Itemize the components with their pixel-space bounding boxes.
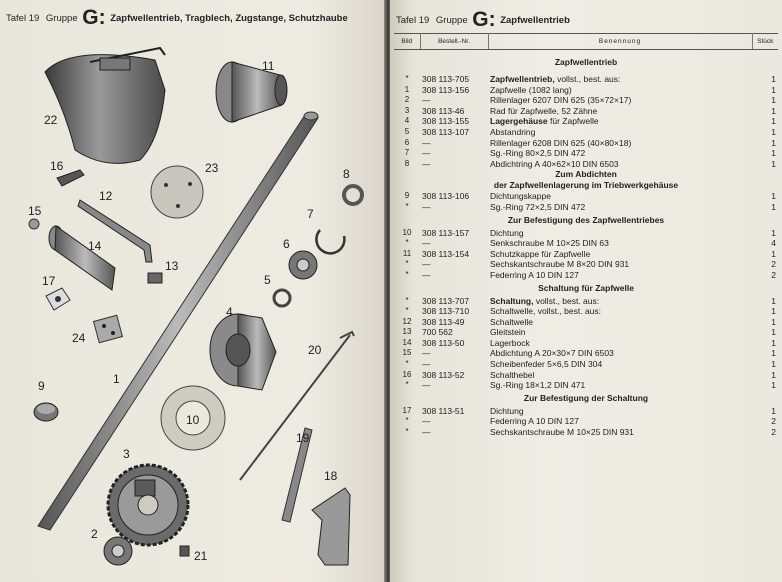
cell-bild: * <box>405 259 409 269</box>
cell-benennung-text: für Zapfwelle <box>547 116 599 127</box>
fig-num: 24 <box>72 331 86 345</box>
cell-bestell-nr: — <box>422 416 431 427</box>
cell-benennung <box>488 95 752 106</box>
cell-bestell-nr: 308 113-155 <box>422 116 470 127</box>
fig-num: 16 <box>50 159 64 173</box>
cell-benennung-text: Abstandring <box>490 126 536 137</box>
fig-num: 19 <box>296 431 310 445</box>
part-2-bearing <box>104 537 132 565</box>
cell-bild: 2 <box>404 95 410 105</box>
cell-bestell-nr: 308 113-51 <box>422 405 465 416</box>
cell-bestell-nr: 308 113-106 <box>422 191 470 202</box>
cell-bild: * <box>405 238 409 248</box>
fig-num: 10 <box>186 413 200 427</box>
cell-benennung <box>488 348 752 359</box>
cell-benennung-bold: Schaltung, <box>490 295 534 306</box>
cell-benennung <box>488 238 752 249</box>
table-row <box>394 127 778 138</box>
cell-stueck: 1 <box>771 359 776 370</box>
cell-bild: * <box>405 201 409 211</box>
cell-benennung-text: Lagerbock <box>490 337 530 348</box>
part-14-bracket <box>49 226 115 290</box>
section-heading <box>394 391 778 406</box>
cell-stueck: 1 <box>771 316 776 327</box>
fig-num: 18 <box>324 469 338 483</box>
cell-bestell-nr: — <box>422 380 431 391</box>
table-row <box>394 202 778 213</box>
cell-bild: 13 <box>402 327 412 337</box>
cell-benennung-text: Schaltwelle, vollst., best. aus: <box>490 306 602 317</box>
part-15-washer <box>29 219 39 229</box>
cell-bestell-nr: — <box>422 359 431 370</box>
cell-bild: 11 <box>402 248 412 258</box>
cell-bild: * <box>405 427 409 437</box>
cell-benennung <box>488 106 752 117</box>
fig-num: 1 <box>113 372 120 386</box>
parts-table <box>394 33 778 438</box>
cell-bild: * <box>405 269 409 279</box>
fig-num: 23 <box>205 161 219 175</box>
part-7-snapring <box>316 230 344 253</box>
cell-benennung-text: Rillenlager 6208 DIN 625 (40×80×18) <box>490 137 632 148</box>
cell-stueck: 1 <box>771 148 776 159</box>
cell-bestell-nr: — <box>422 158 431 169</box>
cell-bild: 17 <box>402 405 412 415</box>
cell-bild: 7 <box>404 148 410 158</box>
section-heading <box>394 169 778 191</box>
left-page <box>0 0 386 582</box>
cell-benennung-text: vollst., best. aus: <box>554 74 621 84</box>
fig-num: 8 <box>343 167 350 181</box>
table-row <box>394 416 778 427</box>
cell-benennung-text: Gleitstein <box>490 327 526 338</box>
cell-benennung-text: Senkschraube M 10×25 DIN 63 <box>490 238 609 249</box>
cell-bild: 10 <box>402 227 412 237</box>
cell-bestell-nr: 308 113-707 <box>422 295 470 306</box>
cell-bild: 5 <box>404 126 410 136</box>
cell-stueck: 2 <box>771 427 776 438</box>
right-group-letter: G: <box>472 8 496 31</box>
section-heading <box>394 281 778 296</box>
cell-benennung-text: Dichtung <box>490 405 524 416</box>
section-heading <box>394 213 778 228</box>
left-group-letter: G: <box>82 6 106 29</box>
cell-benennung-text: Rad für Zapfwelle, 52 Zähne <box>490 105 598 116</box>
cell-benennung <box>488 427 752 438</box>
col-benennung: Benennung <box>488 34 752 50</box>
cell-stueck: 1 <box>771 116 776 127</box>
cell-bild: 12 <box>402 316 412 326</box>
part-23-disk <box>151 166 203 218</box>
cell-benennung-text: Zapfwelle (1082 lang) <box>490 84 572 95</box>
table-row <box>394 338 778 349</box>
cell-stueck: 1 <box>771 380 776 391</box>
cell-stueck: 1 <box>771 327 776 338</box>
fig-num: 13 <box>165 259 179 273</box>
part-3-gear <box>108 465 188 545</box>
cell-bild: * <box>405 306 409 316</box>
cell-bild: 15 <box>402 348 412 358</box>
cell-benennung-text: Rillenlager 6207 DIN 625 (35×72×17) <box>490 95 632 106</box>
fig-num: 20 <box>308 343 322 357</box>
cell-benennung <box>488 202 752 213</box>
cell-bestell-nr: — <box>422 259 431 270</box>
cell-bestell-nr: — <box>422 427 431 438</box>
cell-benennung-text: Schalthebel <box>490 369 535 380</box>
cell-bestell-nr: — <box>422 201 431 212</box>
part-11-cap <box>216 62 287 122</box>
left-gruppe: Gruppe <box>45 13 78 24</box>
cell-stueck: 1 <box>771 158 776 169</box>
part-8-ring <box>344 186 362 204</box>
cell-benennung-text: Schutzkappe für Zapfwelle <box>490 248 591 259</box>
cell-bestell-nr: — <box>422 148 431 159</box>
cell-stueck: 4 <box>771 238 776 249</box>
table-row <box>394 85 778 96</box>
right-gruppe: Gruppe <box>435 15 468 26</box>
cell-bild: 3 <box>404 105 410 115</box>
cell-bestell-nr: 308 113-710 <box>422 306 470 317</box>
cell-benennung-text: Scheibenfeder 5×6,5 DIN 304 <box>490 359 603 370</box>
table-row <box>394 406 778 417</box>
fig-num: 12 <box>99 189 113 203</box>
cell-benennung-text: Dichtung <box>490 227 524 238</box>
cell-benennung <box>488 159 752 170</box>
left-tafel: Tafel 19 <box>6 13 40 24</box>
cell-stueck: 1 <box>771 95 776 106</box>
right-tafel: Tafel 19 <box>396 15 430 26</box>
cell-stueck: 2 <box>771 416 776 427</box>
table-row <box>394 370 778 381</box>
cell-benennung <box>488 228 752 239</box>
cell-benennung-text: Sechskantschraube M 8×20 DIN 931 <box>490 259 630 270</box>
cell-stueck: 1 <box>771 137 776 148</box>
cell-bestell-nr: 308 113-49 <box>422 316 465 327</box>
fig-num: 2 <box>91 527 98 541</box>
left-page-title: Zapfwellentrieb, Tragblech, Zugstange, Schutzhaube <box>110 13 348 24</box>
cell-benennung <box>488 191 752 202</box>
cell-stueck: 1 <box>771 295 776 306</box>
table-row <box>394 296 778 307</box>
cell-bild: * <box>405 380 409 390</box>
cell-bild: 1 <box>404 84 410 94</box>
cell-bestell-nr: 308 113-52 <box>422 369 465 380</box>
cell-benennung <box>488 380 752 391</box>
part-21-block <box>180 546 189 556</box>
cell-bestell-nr: 308 113-705 <box>422 74 470 84</box>
part-18-bracket <box>312 488 350 565</box>
cell-benennung-bold: Lagergehäuse <box>490 116 548 127</box>
cell-benennung <box>488 74 752 85</box>
cell-bild: * <box>405 416 409 426</box>
cell-bestell-nr: — <box>422 348 431 359</box>
cell-benennung-text: Sechskantschraube M 10×25 DIN 931 <box>490 427 634 438</box>
table-row <box>394 259 778 270</box>
fig-num: 7 <box>307 207 314 221</box>
table-row <box>394 106 778 117</box>
cell-bestell-nr: — <box>422 95 431 106</box>
fig-num: 14 <box>88 239 102 253</box>
part-4-housing <box>210 314 276 390</box>
cell-bestell-nr: — <box>422 269 431 280</box>
table-row <box>394 359 778 370</box>
cell-benennung <box>488 270 752 281</box>
fig-num: 6 <box>283 237 290 251</box>
cell-stueck: 1 <box>771 126 776 137</box>
cell-stueck: 1 <box>771 306 776 317</box>
cell-bild: 16 <box>402 369 412 379</box>
cell-benennung-text: Dichtungskappe <box>490 191 551 202</box>
table-row <box>394 228 778 239</box>
part-13-block <box>148 273 162 283</box>
cell-bild: 8 <box>404 158 410 168</box>
cell-benennung-text: Abdichtung A 20×30×7 DIN 6503 <box>490 348 614 359</box>
fig-num: 9 <box>38 379 45 393</box>
table-row <box>394 116 778 127</box>
cell-benennung-text: Sg.-Ring 18×1,2 DIN 471 <box>490 380 586 391</box>
right-page-title: Zapfwellentrieb <box>500 15 570 26</box>
table-row <box>394 380 778 391</box>
cell-stueck: 1 <box>771 191 776 202</box>
table-row <box>394 427 778 438</box>
cell-stueck: 1 <box>771 369 776 380</box>
cell-bild: * <box>405 74 409 83</box>
cell-benennung <box>488 317 752 328</box>
cell-bestell-nr: 308 113-156 <box>422 84 470 95</box>
cell-benennung-text: Federring A 10 DIN 127 <box>490 416 579 427</box>
cell-benennung <box>488 148 752 159</box>
cell-benennung <box>488 306 752 317</box>
section-title-line2: der Zapfwellenlagerung im Triebwerkgehäuse <box>493 180 679 191</box>
parts-drawing <box>0 0 386 582</box>
cell-stueck: 1 <box>771 227 776 238</box>
cell-benennung <box>488 359 752 370</box>
cell-benennung <box>488 249 752 260</box>
cell-stueck: 2 <box>771 259 776 270</box>
cell-bild: 14 <box>402 337 412 347</box>
cell-benennung-text: Schaltwelle <box>490 316 533 327</box>
cell-benennung <box>488 296 752 307</box>
cell-bestell-nr: — <box>422 137 431 148</box>
fig-num: 17 <box>42 274 56 288</box>
cell-stueck: 1 <box>771 74 776 84</box>
cell-stueck: 1 <box>771 337 776 348</box>
fig-num: 5 <box>264 273 271 287</box>
cell-bestell-nr: — <box>422 238 431 249</box>
parts-table-body <box>394 50 778 438</box>
table-row <box>394 238 778 249</box>
cell-bestell-nr: 308 113-107 <box>422 126 470 137</box>
right-page <box>390 0 782 582</box>
table-row <box>394 327 778 338</box>
cell-bild: * <box>405 359 409 369</box>
cell-benennung <box>488 327 752 338</box>
cell-bild: 9 <box>404 191 410 201</box>
table-row <box>394 317 778 328</box>
fig-num: 3 <box>123 447 130 461</box>
cell-stueck: 1 <box>771 201 776 212</box>
col-bestell: Bestell.-Nr. <box>420 34 488 50</box>
cell-benennung <box>488 138 752 149</box>
part-17-gasket <box>46 288 70 310</box>
col-bild: Bild <box>394 34 420 50</box>
table-row <box>394 148 778 159</box>
section-title: Zur Befestigung des Zapfwellentriebes <box>507 214 665 225</box>
cell-benennung <box>488 259 752 270</box>
cell-bestell-nr: 308 113-154 <box>422 248 470 259</box>
cell-benennung <box>488 116 752 127</box>
cell-benennung <box>488 370 752 381</box>
cell-benennung-text: Abdichtring A 40×62×10 DIN 6503 <box>490 158 619 169</box>
cell-benennung-text: Sg.-Ring 72×2,5 DIN 472 <box>490 201 586 212</box>
section-title: Schaltung für Zapfwelle <box>538 282 634 293</box>
table-row <box>394 138 778 149</box>
section-heading <box>394 50 778 75</box>
cell-bestell-nr: 308 113-157 <box>422 227 470 238</box>
cell-bild: * <box>405 295 409 305</box>
part-9-cap <box>34 403 58 421</box>
cell-benennung <box>488 416 752 427</box>
cell-bestell-nr: 700 562 <box>422 327 453 338</box>
cell-benennung <box>488 338 752 349</box>
section-title: Zum Abdichten <box>555 169 617 180</box>
cell-benennung <box>488 406 752 417</box>
col-stueck: Stück <box>752 34 778 50</box>
table-row <box>394 95 778 106</box>
part-22-hood <box>45 48 165 163</box>
cell-stueck: 1 <box>771 105 776 116</box>
fig-num: 21 <box>194 549 208 563</box>
table-row <box>394 306 778 317</box>
part-24-plate <box>94 315 123 342</box>
table-row <box>394 348 778 359</box>
cell-stueck: 2 <box>771 269 776 280</box>
cell-benennung <box>488 127 752 138</box>
fig-num: 11 <box>262 59 275 73</box>
cell-bestell-nr: 308 113-46 <box>422 105 465 116</box>
section-title: Zur Befestigung der Schaltung <box>523 392 649 403</box>
cell-bild: 4 <box>404 116 410 126</box>
section-title: Zapfwellentrieb <box>554 57 618 67</box>
cell-benennung-text: vollst., best. aus: <box>533 295 600 306</box>
cell-stueck: 1 <box>771 348 776 359</box>
cell-benennung-bold: Zapfwellentrieb, <box>490 74 555 84</box>
table-row <box>394 191 778 202</box>
cell-benennung <box>488 85 752 96</box>
fig-num: 22 <box>44 113 58 127</box>
cell-bestell-nr: 308 113-50 <box>422 337 465 348</box>
cell-stueck: 1 <box>771 84 776 95</box>
fig-num: 4 <box>226 305 233 319</box>
part-5-spacer <box>274 290 290 306</box>
part-6-bearing <box>289 251 317 279</box>
cell-stueck: 1 <box>771 248 776 259</box>
table-row <box>394 249 778 260</box>
cell-bild: 6 <box>404 137 410 147</box>
right-page-header <box>396 8 570 32</box>
table-row <box>394 159 778 170</box>
cell-benennung-text: Federring A 10 DIN 127 <box>490 269 579 280</box>
table-row <box>394 270 778 281</box>
table-row <box>394 74 778 85</box>
cell-benennung-text: Sg.-Ring 80×2,5 DIN 472 <box>490 148 586 159</box>
table-header-row <box>394 34 778 50</box>
cell-stueck: 1 <box>771 405 776 416</box>
fig-num: 15 <box>28 204 42 218</box>
